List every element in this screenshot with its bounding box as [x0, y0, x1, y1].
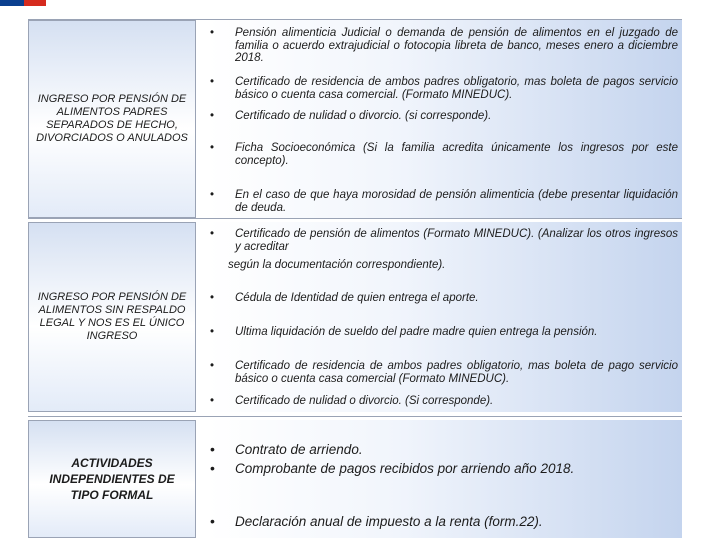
row-label-cell [28, 222, 196, 412]
list-item: • Cédula de Identidad de quien entrega el aporte. [210, 292, 479, 304]
table-row-divider [28, 218, 682, 219]
list-item: • Ultima liquidación de sueldo del padre madre quien entrega la pensión. [210, 326, 598, 338]
bullet-icon: • [210, 441, 215, 457]
list-item: • Certificado de pensión de alimentos (Formato MINEDUC). (Analizar los otros ingresos y acreditar [210, 228, 678, 253]
list-item: • Contrato de arriendo. [210, 441, 363, 457]
table-row-divider [28, 416, 682, 417]
bullet-icon: • [210, 360, 215, 372]
list-item: • Comprobante de pagos recibidos por arriendo año 2018. [210, 460, 575, 476]
flag-stripe [0, 0, 46, 6]
row-label: INGRESO POR PENSIÓN DE ALIMENTOS PADRES SEPARADOS DE HECHO, DIVORCIADOS O ANULADOS [36, 93, 188, 144]
table-row-sin-respaldo-legal [28, 222, 682, 412]
flag-red [24, 0, 46, 6]
row-label-cell [28, 420, 196, 538]
list-item: • Certificado de residencia de ambos padres obligatorio, mas boleta de pago servicio básico o cuenta casa comercial (Formato MINEDUC). [210, 360, 678, 385]
list-item: • Declaración anual de impuesto a la renta (form.22). [210, 513, 543, 529]
bullet-icon: • [210, 326, 215, 338]
bullet-icon: • [210, 228, 215, 240]
list-item: • Ficha Socioeconómica (Si la familia acredita únicamente los ingresos por este concepto). [210, 142, 678, 167]
row-content-cell [208, 222, 682, 412]
row-label-cell [28, 20, 196, 218]
row-content-cell [208, 420, 682, 538]
bullet-icon: • [210, 460, 215, 476]
bullet-icon: • [210, 513, 215, 529]
bullet-icon: • [210, 292, 215, 304]
flag-blue [0, 0, 24, 6]
table-row-padres-separados [28, 20, 682, 218]
list-item: • Pensión alimenticia Judicial o demanda de pensión de alimentos en el juzgado de familia o acuerdo extrajudicial o fotocopia libreta de banco, meses enero a diciembre 2018. [210, 27, 678, 64]
list-item: • En el caso de que haya morosidad de pensión alimenticia (debe presentar liquidación de deuda. [210, 189, 678, 214]
row-label: ACTIVIDADES INDEPENDIENTES DE TIPO FORMAL [49, 456, 175, 502]
row-content-cell [208, 20, 682, 218]
list-item-continuation: según la documentación correspondiente). [228, 259, 446, 271]
list-item: • Certificado de nulidad o divorcio. (si corresponde). [210, 110, 492, 122]
bullet-icon: • [210, 142, 215, 154]
bullet-icon: • [210, 110, 215, 122]
bullet-icon: • [210, 76, 215, 88]
bullet-icon: • [210, 189, 215, 201]
table-row-actividades-independientes [28, 420, 682, 538]
bullet-icon: • [210, 27, 215, 39]
bullet-icon: • [210, 395, 215, 407]
list-item: • Certificado de nulidad o divorcio. (Si corresponde). [210, 395, 494, 407]
list-item: • Certificado de residencia de ambos padres obligatorio, mas boleta de pagos servicio básico o cuenta casa comercial. (Formato MINEDUC). [210, 76, 678, 101]
row-label: INGRESO POR PENSIÓN DE ALIMENTOS SIN RESPALDO LEGAL Y NOS ES EL ÚNICO INGRESO [37, 291, 187, 342]
